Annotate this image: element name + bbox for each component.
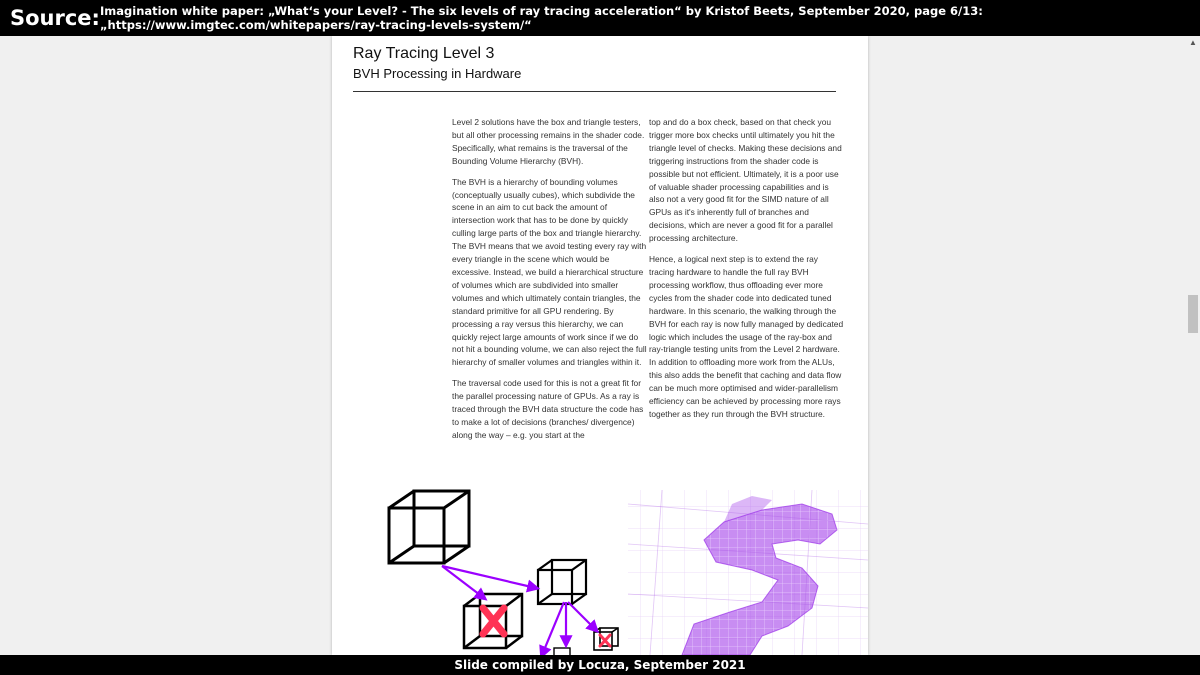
voxel-bvh-render: [628, 490, 868, 655]
credit-banner: Slide compiled by Locuza, September 2021: [0, 655, 1200, 675]
page-subtitle: BVH Processing in Hardware: [353, 66, 522, 81]
leaf-box: [554, 648, 570, 655]
root-bounding-box: [389, 491, 469, 563]
paragraph: The traversal code used for this is not a great fit for the parallel processing nature of GPUs. As a ray is traced through the BVH data structure the code has to make a lot of decisions (branches/ divergence) along the way – e.g. you start at the: [452, 378, 644, 440]
source-banner: [0, 0, 1200, 36]
document-viewer[interactable]: [0, 36, 1200, 655]
bvh-illustration: [332, 484, 868, 655]
child-bounding-box: [538, 560, 586, 604]
small-reject-x-icon: [600, 635, 610, 646]
paragraph: Level 2 solutions have the box and triangle testers, but all other processing remains in the shader code. Specifically, what remains is the traversal of the Bounding Volume Hierarchy (BVH).: [452, 117, 645, 166]
scroll-up-icon[interactable]: ▲: [1189, 38, 1197, 47]
source-citation: [96, 4, 1186, 32]
paragraph: The BVH is a hierarchy of bounding volumes (conceptually usually cubes), which subdivide the scene in an aim to cut back the amount of intersection work that has to be done by quickly culling large parts of the box and triangle hierarchy. The BVH means that we avoid testing every ray with every triangle in the scene which would be excessive. Instead, we build a hierarchical structure of volumes which are subdivided into smaller volumes and which ultimately contain triangles, the standard primitive for all GPU rendering. By processing a ray versus this hierarchy, we can quickly reject large amounts of work since if we do not hit a bounding volume, we can also reject the full hierarchy of smaller volumes and triangles within it.: [452, 176, 647, 368]
vertical-scrollbar[interactable]: [1186, 36, 1200, 655]
page-title: Ray Tracing Level 3: [353, 45, 495, 62]
source-label: Source:: [10, 6, 100, 30]
left-text-column: [452, 116, 648, 450]
source-citation-line-2: „https://www.imgtec.com/whitepapers/ray-tracing-levels-system/“: [100, 18, 532, 32]
scrollbar-thumb[interactable]: [1188, 295, 1198, 333]
document-page: [332, 36, 868, 655]
right-text-column: [649, 116, 845, 429]
paragraph: top and do a box check, based on that check you trigger more box checks until ultimately you hit the triangle level of checks. Making these decisions and triggering instructions from the shader code is possible but not efficient. Ultimately, it is a poor use of valuable shader processing capabilities and is also not a very good fit for the SIMD nature of all GPUs as it's inherently full of branches and decisions, which are never a good fit for a parallel processing architecture.: [649, 117, 842, 244]
reject-x-icon: [483, 608, 504, 634]
paragraph: Hence, a logical next step is to extend the ray tracing hardware to handle the full ray BVH processing workflow, thus offloading ever more cycles from the shader code into dedicated tuned hardware. In this scenario, the walking through the BVH for each ray is now fully managed by dedicated logic which includes the usage of the ray-box and ray-triangle testing units from the Level 2 hardware. In addition to offloading more work from the ALUs, this also adds the benefit that caching and data flow can be much more optimised and wider-parallelism efficiency can be achieved by processing more rays together as they run through the BVH structure.: [649, 254, 844, 419]
source-citation-line-1: Imagination white paper: „What‘s your Level? - The six levels of ray tracing acceleration“ by Kristof Beets, September 2020, page 6/13:: [100, 4, 983, 18]
title-divider: [353, 91, 836, 92]
